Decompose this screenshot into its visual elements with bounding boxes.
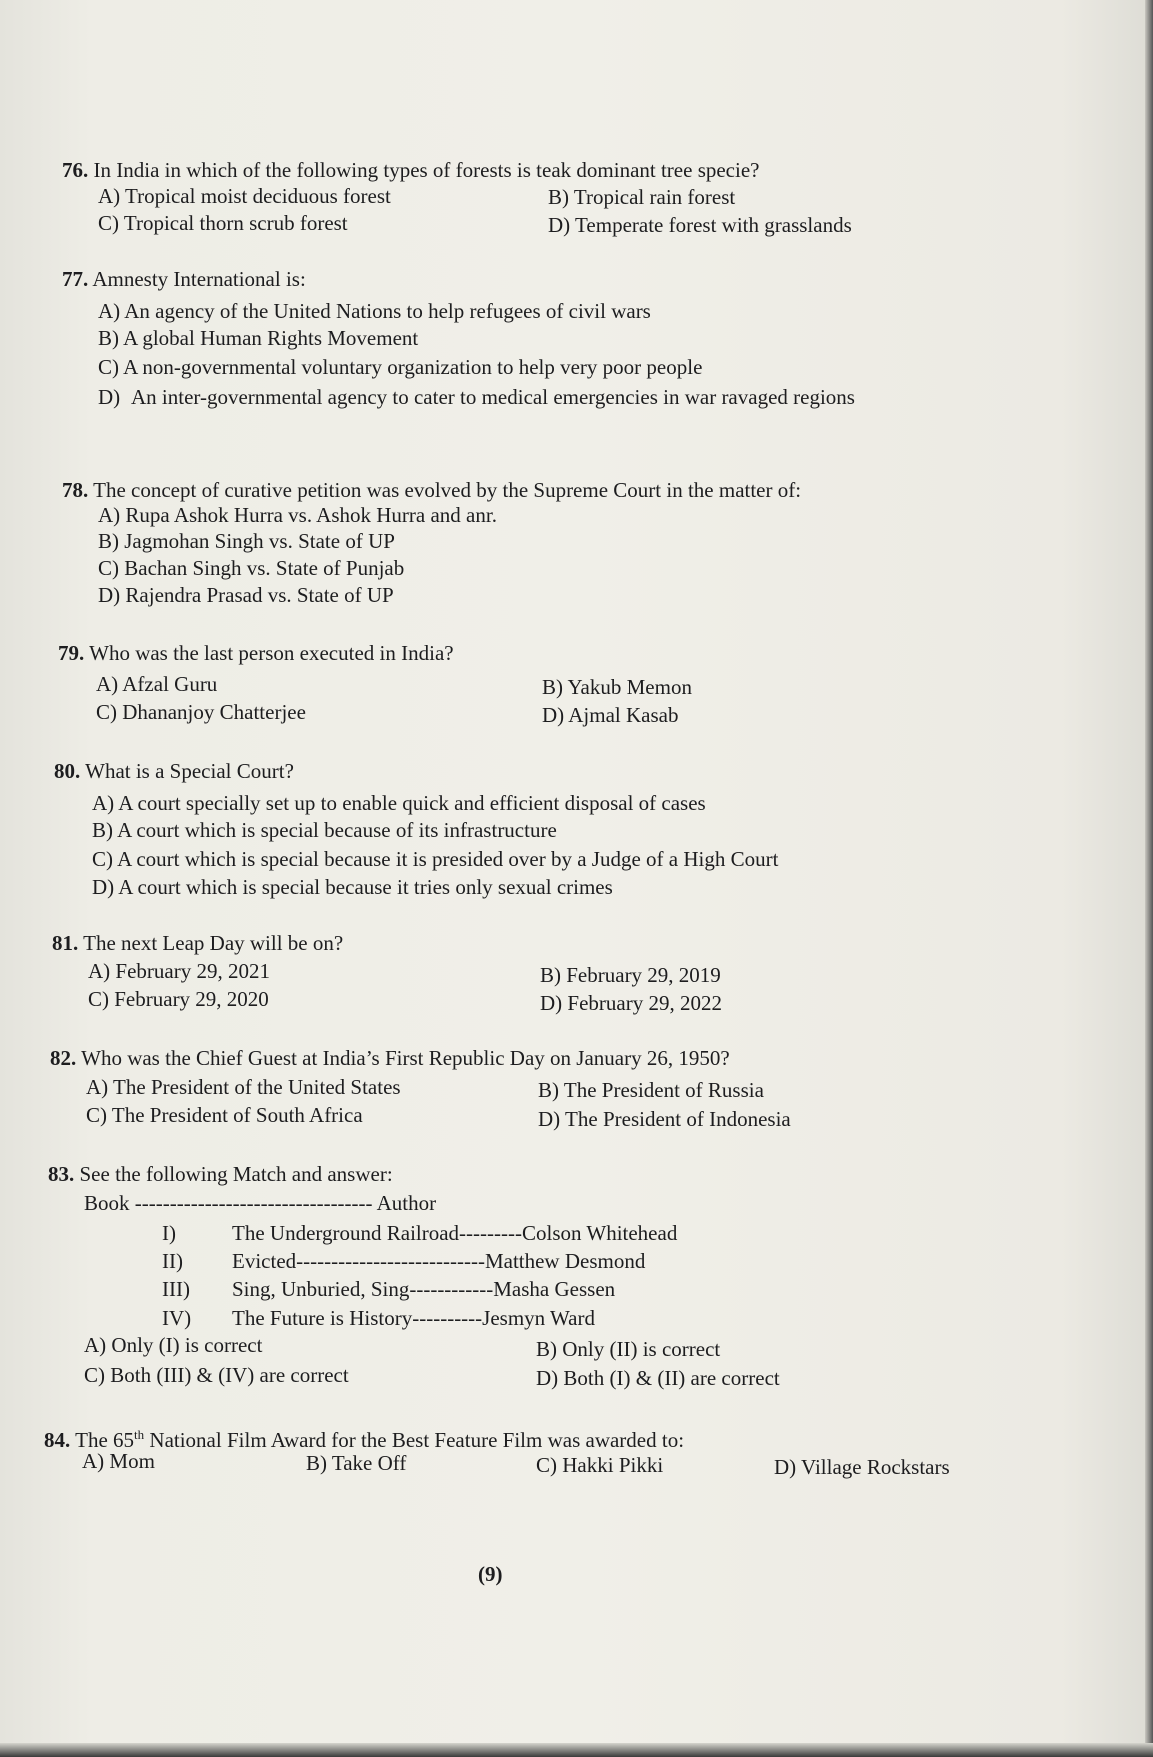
- question-77-stem: [62, 266, 306, 292]
- question-84-option-b: B) Take Off: [306, 1451, 407, 1475]
- question-82-stem: [50, 1045, 730, 1071]
- question-77-option-a: A) An agency of the United Nations to help refugees of civil wars: [98, 299, 651, 323]
- question-77-option-d: D) An inter-governmental agency to cater to medical emergencies in war ravaged regions: [98, 385, 855, 409]
- question-84-option-a: A) Mom: [82, 1449, 155, 1473]
- question-76-option-b: B) Tropical rain forest: [548, 185, 736, 209]
- question-81-stem: [52, 930, 343, 956]
- question-number: 83.: [48, 1162, 75, 1186]
- question-76-option-c: C) Tropical thorn scrub forest: [98, 211, 348, 235]
- question-79-option-b: B) Yakub Memon: [542, 675, 692, 699]
- question-number: 77.: [62, 267, 89, 291]
- question-number: 82.: [50, 1046, 77, 1070]
- question-84-option-d: D) Village Rockstars: [774, 1455, 950, 1479]
- page-edge-shadow-bottom: [0, 1743, 1153, 1757]
- question-77-option-b: B) A global Human Rights Movement: [98, 326, 419, 350]
- question-text: What is a Special Court?: [85, 759, 294, 783]
- question-80-option-c: C) A court which is special because it is presided over by a Judge of a High Court: [92, 847, 779, 871]
- question-78-option-b: B) Jagmohan Singh vs. State of UP: [98, 529, 395, 553]
- question-76-option-a: A) Tropical moist deciduous forest: [98, 184, 391, 208]
- question-76-stem: [62, 157, 759, 183]
- question-83-option-c: C) Both (III) & (IV) are correct: [84, 1363, 349, 1387]
- question-text: The next Leap Day will be on?: [83, 931, 344, 955]
- question-81-option-c: C) February 29, 2020: [88, 987, 269, 1011]
- question-80-stem: [54, 758, 294, 784]
- question-78-option-c: C) Bachan Singh vs. State of Punjab: [98, 556, 405, 580]
- question-79-option-c: C) Dhananjoy Chatterjee: [96, 700, 306, 724]
- question-text: The 65th National Film Award for the Best Feature Film was awarded to:: [75, 1427, 685, 1452]
- question-text: Who was the Chief Guest at India’s First Republic Day on January 26, 1950?: [81, 1046, 730, 1070]
- question-text: See the following Match and answer:: [79, 1162, 393, 1186]
- question-79-option-d: D) Ajmal Kasab: [542, 703, 679, 727]
- question-81-option-a: A) February 29, 2021: [88, 959, 270, 983]
- question-number: 84.: [44, 1428, 71, 1452]
- question-number: 79.: [58, 641, 85, 665]
- question-77-option-c: C) A non-governmental voluntary organization to help very poor people: [98, 355, 703, 379]
- question-text: In India in which of the following types of forests is teak dominant tree specie?: [93, 158, 760, 182]
- question-82-option-a: A) The President of the United States: [86, 1075, 401, 1099]
- question-number: 81.: [52, 931, 79, 955]
- question-81-option-d: D) February 29, 2022: [540, 991, 722, 1015]
- question-number: 78.: [62, 478, 89, 502]
- question-84-option-c: C) Hakki Pikki: [536, 1453, 664, 1477]
- question-81-option-b: B) February 29, 2019: [540, 963, 721, 987]
- question-83-option-b: B) Only (II) is correct: [536, 1337, 721, 1361]
- page-number: (9): [478, 1562, 503, 1586]
- question-78-option-d: D) Rajendra Prasad vs. State of UP: [98, 583, 394, 607]
- exam-page: 76. In India in which of the following types of forests is teak dominant tree specie? A) Tropical moist deciduous forest B) Tropical rain forest C) Tropical thorn scrub forest D) Temperate forest with grasslands 77. Amnesty International is: A) An agency of the United Nations to help refugees of civil wars B) A global Human Rights Movement C) A non-governmental voluntary organization to help very poor people D) An inter-governmental agency to cater to medical emergencies in war ravaged regions 78. The concept of curative petition was evolved by the Supreme Court in the matter of: A) Rupa Ashok Hurra vs. Ashok Hurra and anr. B) Jagmohan Singh vs. State of UP C) Bachan Singh vs. State of Punjab D) Rajendra Prasad vs. State of UP 79. Who was the last person executed in India? A) Afzal Guru B) Yakub Memon C) Dhananjoy Chatterjee D) Ajmal Kasab 80. What is a Special Court? A) A court specially set up to enable quick and efficient disposal of cases B) A court which is special because of its infrastructure C) A court which is special because it is presided over by a Judge of a High Court D) A court which is special because it tries only sexual crimes 81. The next Leap Day will be on? A) February 29, 2021 B) February 29, 2019 C) February 29, 2020 D) February 29, 2022 82. Who was the Chief Guest at India’s First Republic Day on January 26, 1950? A) The President of the United States B) The President of Russia C) The President of South Africa D) The President of Indonesia 83. See the following Match and answer: Book ---------------------------------- Author I) The Underground Railroad---------Colson Whitehead II) Evicted---------------------------Matthew Desmond III) Sing, Unburied, Sing------------Masha Gessen IV) The Future is History----------Jesmyn Ward A) Only (I) is correct B) Only (II) is correct C) Both (III) & (IV) are correct D) Both (I) & (II) are correct 84. The 65th National Film Award for the Best Feature Film was awarded to: A) Mom B) Take Off C) Hakki Pikki D) Village Rockstars (9): [0, 0, 1153, 1757]
- question-82-option-d: D) The President of Indonesia: [538, 1107, 791, 1131]
- question-83-stem: [48, 1161, 393, 1187]
- question-80-option-a: A) A court specially set up to enable quick and efficient disposal of cases: [92, 791, 706, 815]
- page-edge-shadow-right: [1145, 0, 1153, 1757]
- question-80-option-d: D) A court which is special because it tries only sexual crimes: [92, 875, 613, 899]
- match-header: Book ---------------------------------- Author: [84, 1191, 437, 1215]
- question-82-option-b: B) The President of Russia: [538, 1078, 764, 1102]
- question-78-option-a: A) Rupa Ashok Hurra vs. Ashok Hurra and anr.: [98, 503, 497, 527]
- question-82-option-c: C) The President of South Africa: [86, 1103, 363, 1127]
- question-number: 80.: [54, 759, 81, 783]
- question-text: Amnesty International is:: [92, 267, 306, 291]
- question-83-option-d: D) Both (I) & (II) are correct: [536, 1366, 780, 1390]
- question-79-option-a: A) Afzal Guru: [96, 672, 218, 696]
- question-80-option-b: B) A court which is special because of its infrastructure: [92, 818, 557, 842]
- question-text: The concept of curative petition was evolved by the Supreme Court in the matter of:: [93, 478, 802, 502]
- question-text: Who was the last person executed in India?: [89, 641, 454, 665]
- question-83-option-a: A) Only (I) is correct: [84, 1333, 263, 1357]
- question-79-stem: [58, 640, 454, 666]
- question-78-stem: [62, 477, 801, 503]
- question-number: 76.: [62, 158, 89, 182]
- question-76-option-d: D) Temperate forest with grasslands: [548, 213, 852, 237]
